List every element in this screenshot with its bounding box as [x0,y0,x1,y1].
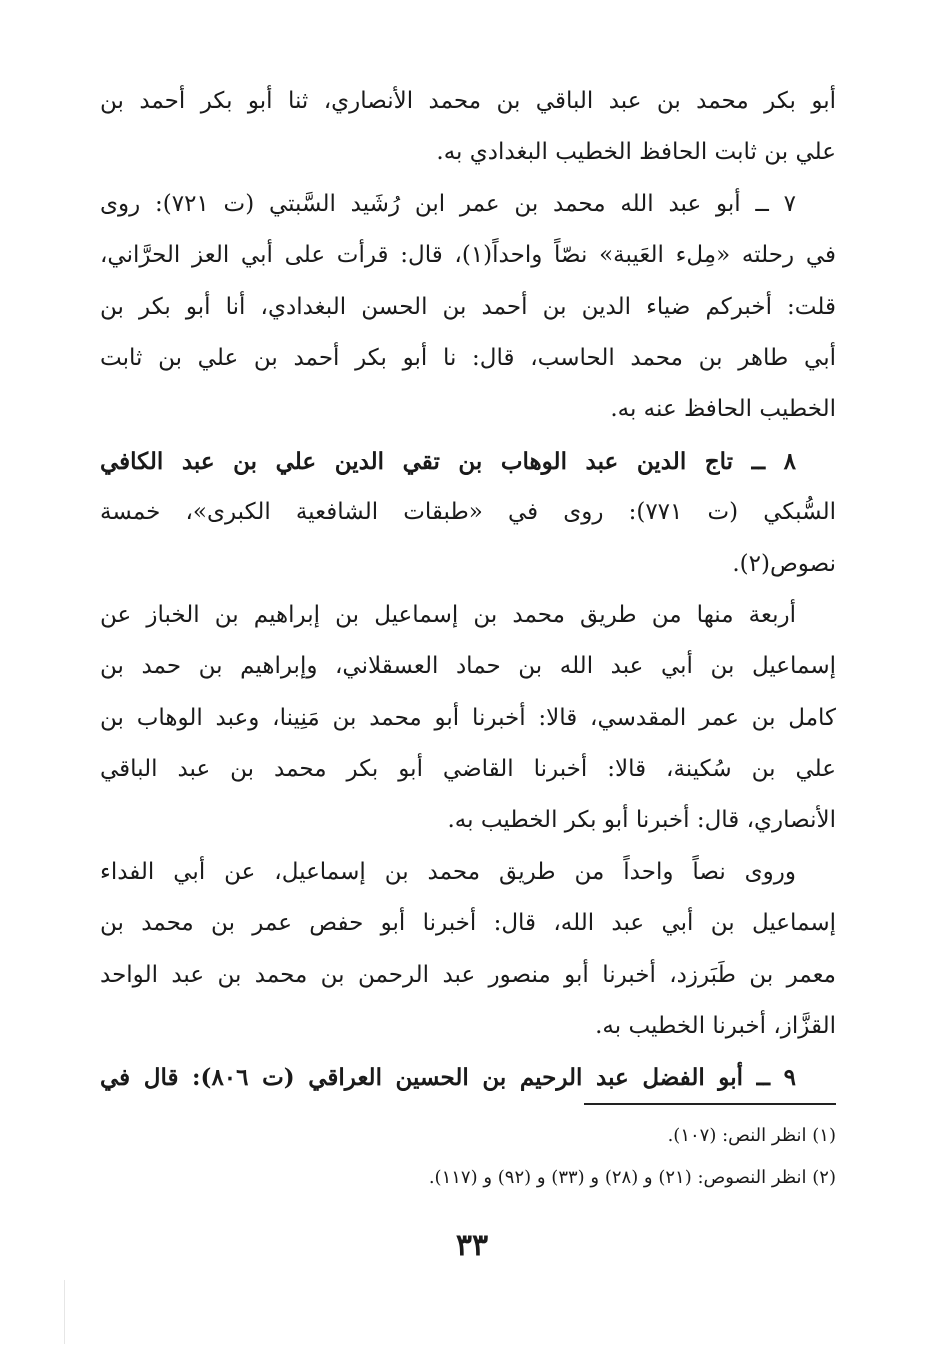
text-line: نصوص(٢). [732,550,836,577]
text-line: السُّبكي (ت ٧٧١): روى في «طبقات الشافعية الكبرى»، خمسة [100,499,836,526]
text-line: أبو بكر محمد بن عبد الباقي بن محمد الأنصاري، ثنا أبو بكر أحمد بن [100,88,836,114]
text-line: إسماعيل بن أبي عبد الله، قال: أخبرنا أبو حفص عمر بن محمد بن [100,910,836,937]
text-line: القزَّاز، أخبرنا الخطيب به. [595,1013,836,1040]
footnote-2: (٢) انظر النصوص: (٢١) و (٢٨) و (٣٣) و (٩٢) و (١١٧). [428,1167,836,1188]
text-line: قلت: أخبركم ضياء الدين بن أحمد بن الحسن البغدادي، أنا أبو بكر بن [100,293,836,320]
text-line: معمر بن طَبَرزد، أخبرنا أبو منصور عبد الرحمن بن محمد بن عبد الواحد [100,961,836,988]
text-line: علي بن ثابت الحافظ الخطيب البغدادي به. [436,139,836,166]
text-line: وروى نصاً واحداً من طريق محمد بن إسماعيل، عن أبي الفداء [100,858,796,885]
footnote-1: (١) انظر النص: (١٠٧). [667,1125,836,1146]
text-line: في رحلته «مِلء العَيبة» نصّاً واحداً(١)، قال: قرأت على أبي العز الحرَّاني، [100,242,836,269]
text-line: إسماعيل بن أبي عبد الله بن حماد العسقلاني، وإبراهيم بن حمد بن [100,653,836,680]
text-line: الأنصاري، قال: أخبرنا أبو بكر الخطيب به. [447,807,836,834]
text-line: الخطيب الحافظ عنه به. [610,396,836,423]
text-line: علي بن سُكينة، قالا: أخبرنا القاضي أبو بكر محمد بن عبد الباقي [100,756,836,783]
page-number: ٣٣ [455,1228,489,1263]
text-line: كامل بن عمر المقدسي، قالا: أخبرنا أبو محمد بن مَنِينا، وعبد الوهاب بن [100,704,836,731]
footnotes [236,1115,836,1199]
main-text [100,76,836,1104]
footnote-divider [584,1103,836,1105]
entry-heading-8: ٨ ــ تاج الدين عبد الوهاب بن تقي الدين علي بن عبد الكافي [100,447,796,475]
entry-heading-9: ٩ ــ أبو الفضل عبد الرحيم بن الحسين العراقي (ت ٨٠٦): قال في [100,1064,796,1092]
scan-mark [64,1280,65,1344]
text-line: أبي طاهر بن محمد الحاسب، قال: نا أبو بكر أحمد بن علي بن ثابت [100,344,836,371]
entry-heading-7: ٧ ــ أبو عبد الله محمد بن عمر ابن رُشَيد السَّبتي (ت ٧٢١): روى [100,190,797,217]
text-line: أربعة منها من طريق محمد بن إسماعيل بن إبراهيم بن الخباز عن [100,601,796,628]
